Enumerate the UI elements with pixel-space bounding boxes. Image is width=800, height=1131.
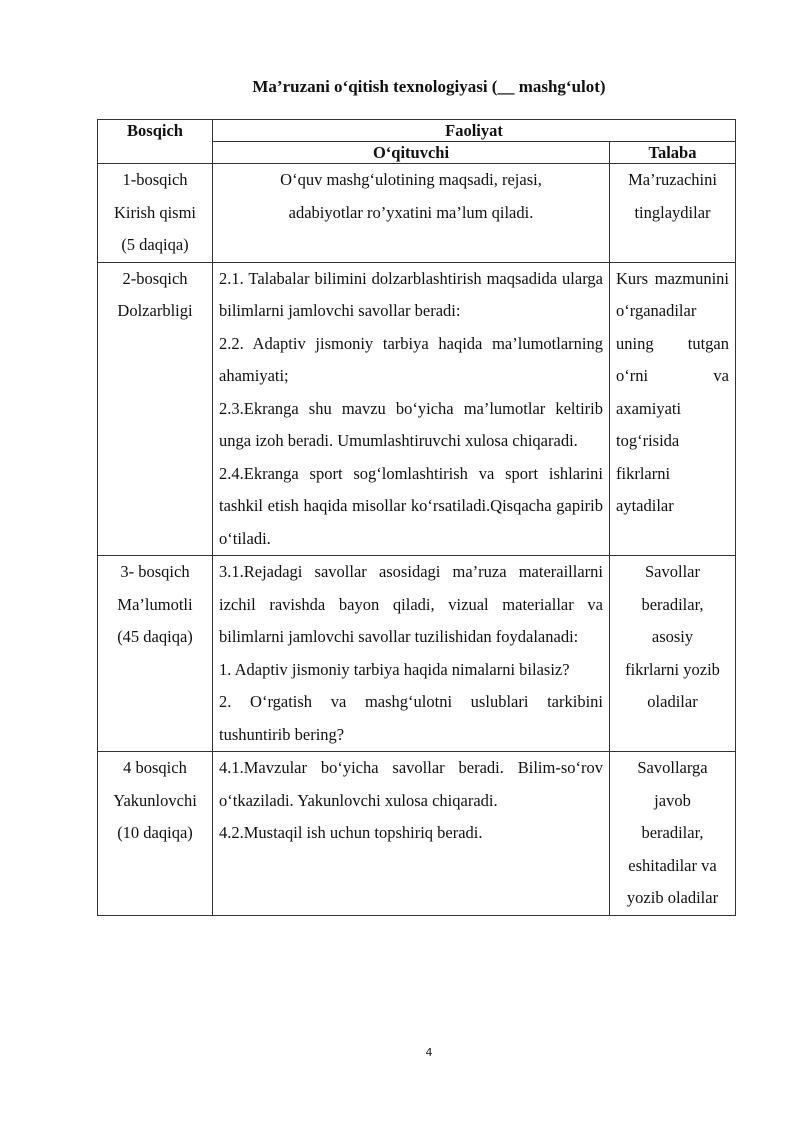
teacher-activity-cell [213,262,610,556]
stage-cell [98,164,213,263]
teacher-activity-text: 2.3.Ekranga shu mavzu bo‘yicha ma’lumotlar keltirib unga izoh beradi. Umumlashtiruvchi xulosa chiqaradi. [219,398,603,450]
teacher-activity-text: 1. Adaptiv jismoniy tarbiya haqida nimalarni bilasiz? [219,659,570,679]
student-activity-text: tinglaydilar [634,202,711,222]
teacher-activity-text: 4.1.Mavzular bo‘yicha savollar beradi. Bilim-so‘rov o‘tkaziladi. Yakunlovchi xulosa chiqaradi. [219,758,603,810]
header-row-top [98,120,736,142]
teacher-activity-cell [213,164,610,263]
student-activity-text: fikrlarni yozib [625,659,720,679]
student-activity-text: Ma’ruzachini [628,170,717,189]
stage-duration: (5 daqiqa) [121,235,189,254]
student-activity-cell [610,262,736,556]
teacher-activity-text: O‘quv mashg‘ulotining maqsadi, rejasi, [280,170,542,189]
stage-cell [98,262,213,556]
stage-name: Kirish qismi [113,202,197,222]
table-row [98,262,736,556]
stage-duration: (10 daqiqa) [117,823,193,842]
header-student: Talaba [610,142,736,164]
teacher-activity-cell [213,556,610,752]
stage-number: 2-bosqich [122,268,188,288]
student-activity-text: Kurs mazmunini o‘rganadilar uning tutgan o‘rni va axamiyati tog‘risida fikrlarni aytadilar [616,268,729,515]
teacher-activity-text: 2.4.Ekranga sport sog‘lomlashtirish va sport ishlarini tashkil etish haqida misollar ko‘rsatiladi.Qisqacha gapirib o‘tiladi. [219,463,603,548]
student-activity-cell [610,556,736,752]
table-row [98,556,736,752]
stage-cell [98,752,213,916]
teacher-activity-text: 2.2. Adaptiv jismoniy tarbiya haqida ma’lumotlarning ahamiyati; [219,333,603,385]
student-activity-text: beradilar, [641,823,704,842]
page-number: 4 [425,1046,433,1059]
student-activity-text: yozib oladilar [626,888,719,907]
header-activity: Faoliyat [213,120,736,142]
student-activity-text: Savollarga [637,758,708,777]
student-activity-text: Savollar [645,562,700,581]
stage-cell [98,556,213,752]
stage-number: 4 bosqich [123,758,187,777]
teacher-activity-text: 2.1. Talabalar bilimini dolzarblashtirish maqsadida ularga bilimlarni jamlovchi savollar beradi: [219,268,603,320]
header-teacher: O‘qituvchi [213,142,610,164]
student-activity-text: javob [654,790,691,810]
student-activity-text: beradilar, [641,594,704,614]
teacher-activity-text: 4.2.Mustaqil ish uchun topshiriq beradi. [219,823,483,842]
teacher-activity-text: 3.1.Rejadagi savollar asosidagi ma’ruza materaillarni izchil ravishda bayon qiladi, vizual materiallar va bilimlarni jamlovchi savollar tuzilishidan foydalanadi: [219,562,603,646]
student-activity-text: eshitadilar va [628,855,717,875]
stage-number: 1-bosqich [122,170,188,189]
table-row [98,752,736,916]
teacher-activity-cell [213,752,610,916]
stage-number: 3- bosqich [120,562,190,581]
document-title: Ma’ruzani o‘qitish texnologiyasi (__ mashg‘ulot) [252,77,606,96]
lesson-plan-table [97,119,736,916]
student-activity-text: asosiy [651,627,694,646]
teacher-activity-text: adabiyotlar ro’yxatini ma’lum qiladi. [288,202,534,222]
stage-duration: (45 daqiqa) [117,627,193,646]
student-activity-cell [610,752,736,916]
student-activity-text: oladilar [647,692,698,711]
stage-name: Ma’lumotli [117,594,193,614]
student-activity-cell [610,164,736,263]
header-stage: Bosqich [98,120,213,164]
table-row [98,164,736,263]
stage-name: Yakunlovchi [113,790,197,810]
teacher-activity-text: 2. O‘rgatish va mashg‘ulotni uslublari tarkibini tushuntirib bering? [219,692,603,744]
stage-name: Dolzarbligi [117,301,193,320]
